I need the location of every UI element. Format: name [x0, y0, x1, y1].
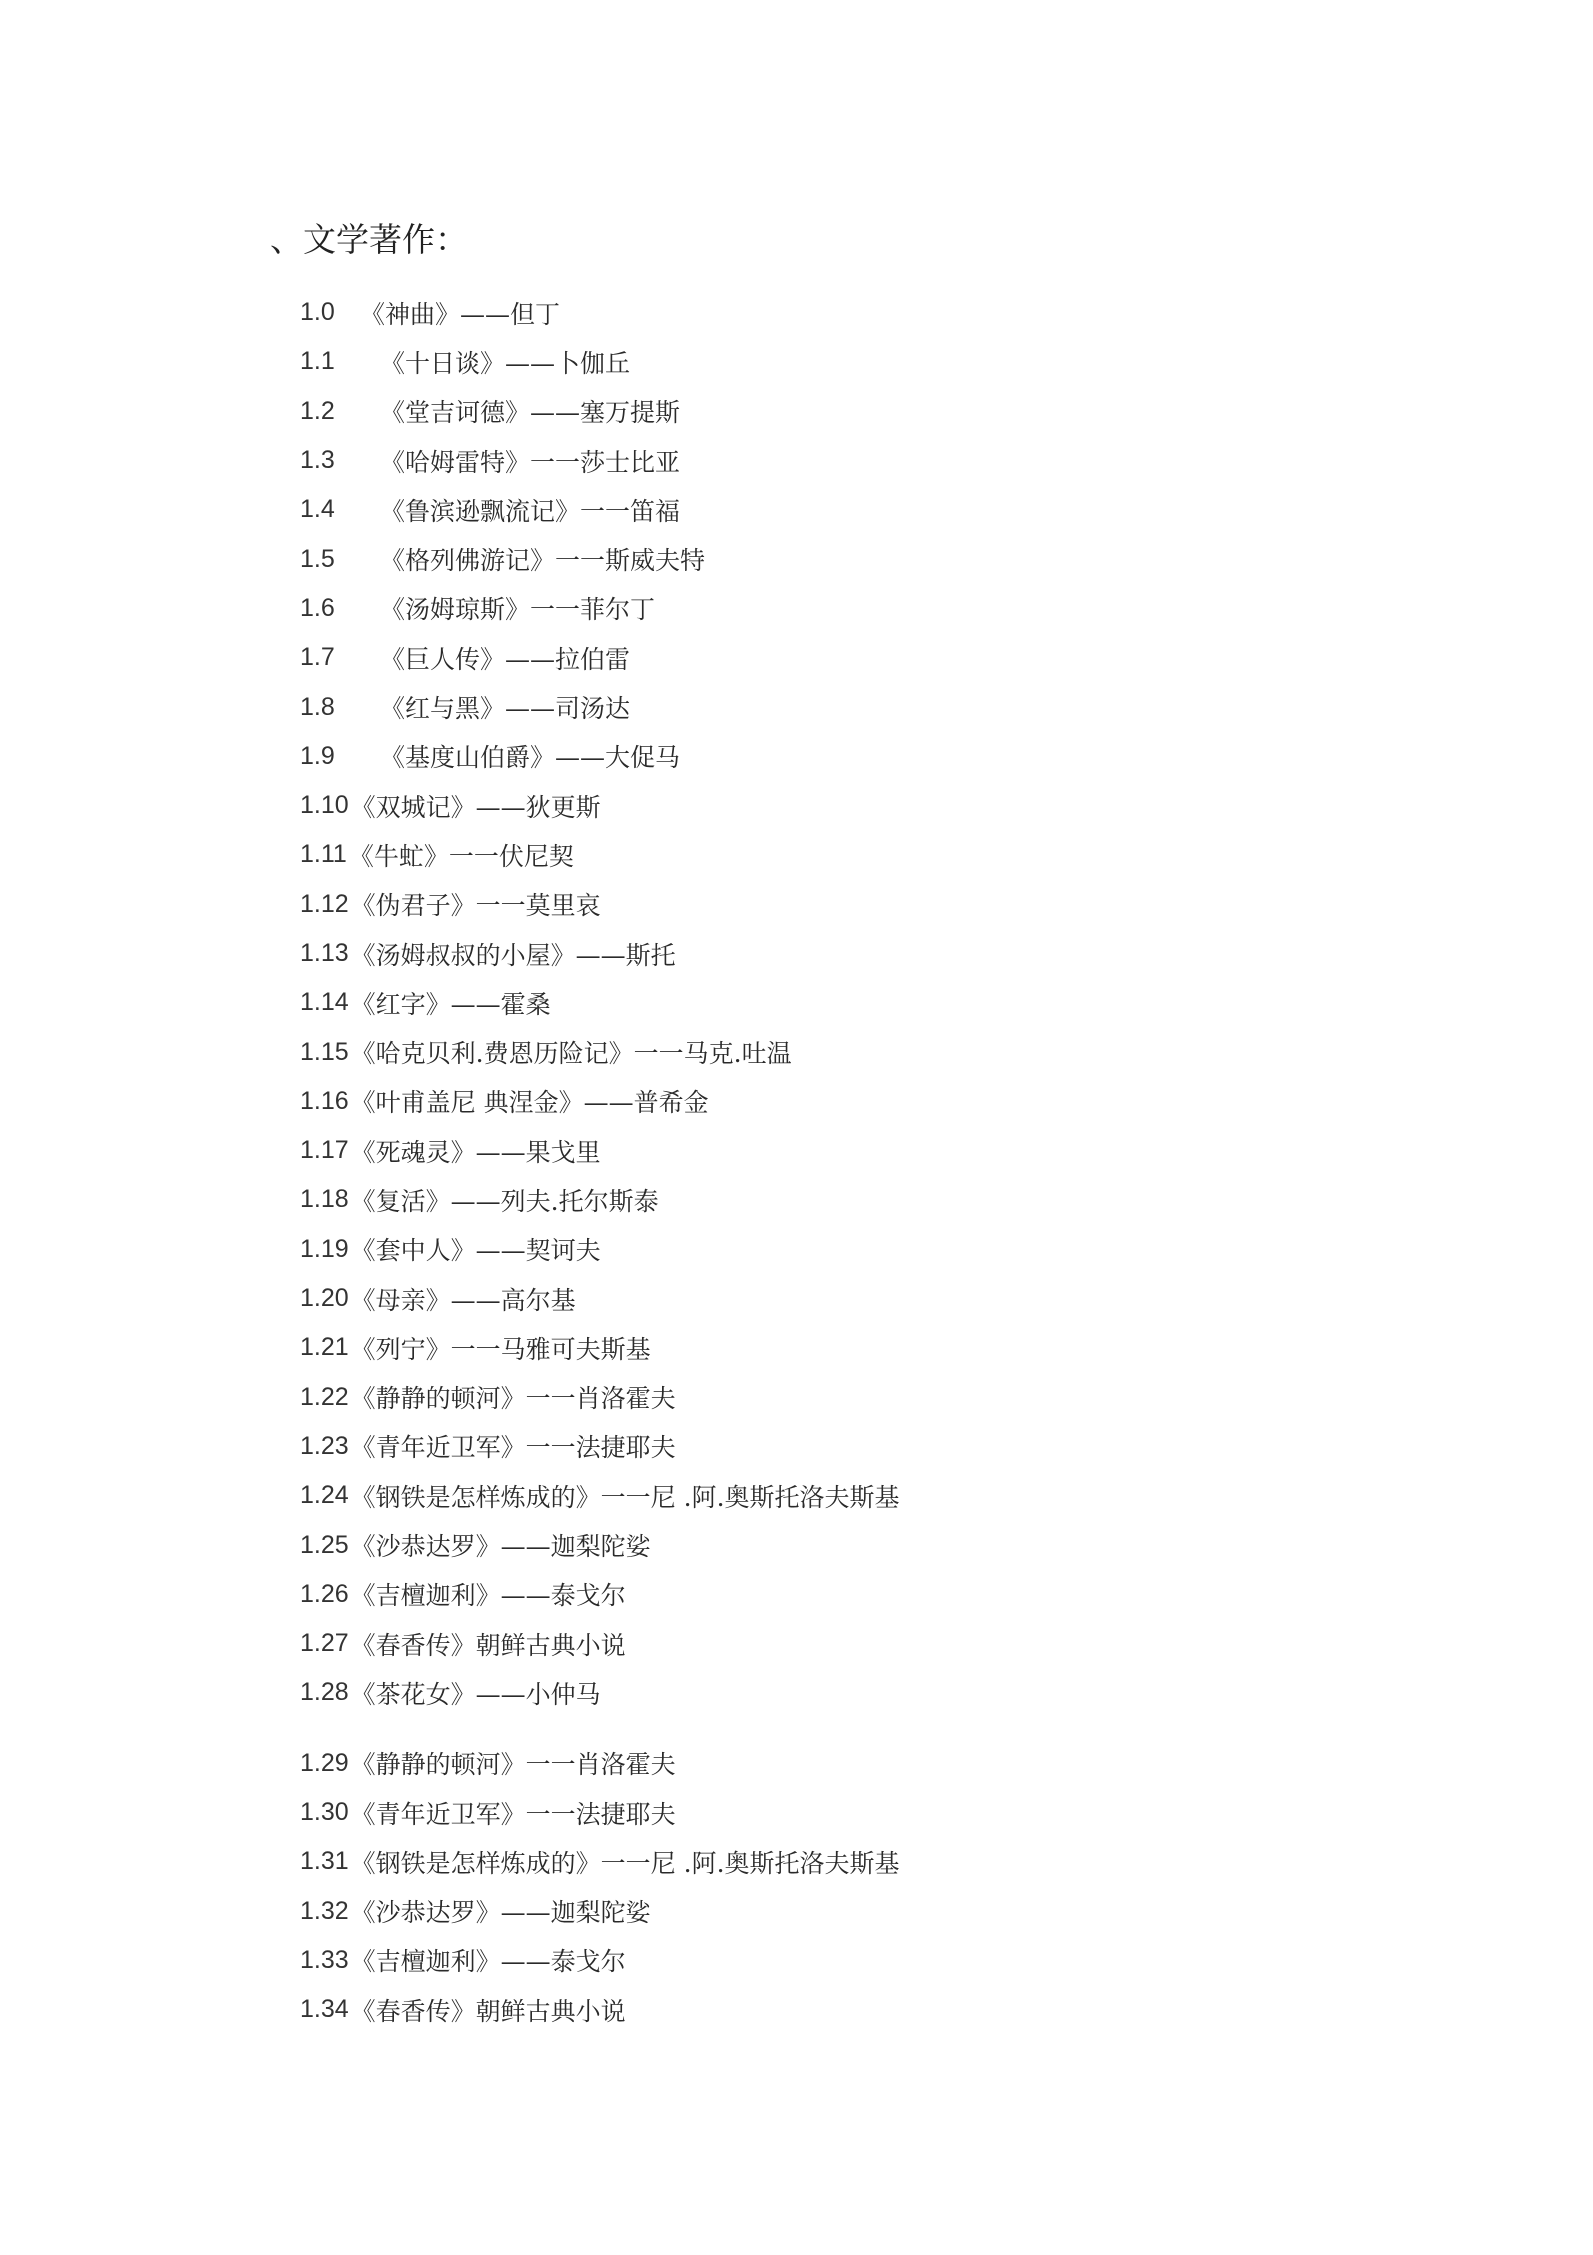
item-number: 1.14 — [300, 988, 349, 1017]
list-item — [300, 1126, 900, 1175]
item-number: 1.34 — [300, 1995, 349, 2024]
list-item — [300, 880, 900, 929]
list-item — [300, 1887, 900, 1936]
list-item — [300, 781, 900, 830]
list-item — [300, 732, 900, 781]
item-number: 1.0 — [300, 298, 335, 327]
list-item — [300, 633, 900, 682]
list-item — [300, 1274, 900, 1323]
list-item — [300, 1668, 900, 1717]
list-item — [300, 485, 900, 534]
item-number: 1.7 — [300, 643, 335, 672]
item-number: 1.1 — [300, 347, 335, 376]
list-item — [300, 1027, 900, 1076]
item-title: 《钢铁是怎样炼成的》一一尼 .阿.奥斯托洛夫斯基 — [350, 1482, 900, 1512]
item-number: 1.18 — [300, 1185, 349, 1214]
item-number: 1.29 — [300, 1748, 349, 1777]
item-title: 《格列佛游记》一一斯威夫特 — [380, 546, 706, 576]
list-item — [300, 1471, 900, 1520]
item-number: 1.32 — [300, 1896, 349, 1925]
item-title: 《神曲》——但丁 — [360, 299, 561, 329]
literary-works-list — [300, 288, 900, 2034]
item-number: 1.31 — [300, 1847, 349, 1876]
list-item — [300, 1077, 900, 1126]
item-title: 《茶花女》——小仲马 — [350, 1679, 601, 1709]
list-item — [300, 436, 900, 485]
item-number: 1.33 — [300, 1945, 349, 1974]
list-item — [300, 1373, 900, 1422]
list-item — [300, 584, 900, 633]
list-item — [300, 1619, 900, 1668]
item-title: 《春香传》朝鲜古典小说 — [350, 1996, 626, 2026]
item-title: 《列宁》一一马雅可夫斯基 — [350, 1334, 651, 1364]
item-title: 《汤姆琼斯》一一菲尔丁 — [380, 595, 656, 625]
item-title: 《巨人传》——拉伯雷 — [380, 644, 631, 674]
item-title: 《吉檀迦利》——泰戈尔 — [350, 1581, 626, 1611]
item-number: 1.2 — [300, 396, 335, 425]
list-item — [300, 534, 900, 583]
item-number: 1.27 — [300, 1629, 349, 1658]
item-title: 《静静的顿河》一一肖洛霍夫 — [350, 1750, 676, 1780]
list-item — [300, 978, 900, 1027]
item-number: 1.28 — [300, 1678, 349, 1707]
item-title: 《复活》——列夫.托尔斯泰 — [350, 1186, 659, 1216]
item-title: 《红字》——霍桑 — [350, 989, 551, 1019]
item-number: 1.16 — [300, 1086, 349, 1115]
list-item — [300, 1570, 900, 1619]
item-title: 《叶甫盖尼 典涅金》——普希金 — [350, 1088, 709, 1118]
item-number: 1.23 — [300, 1431, 349, 1460]
item-title: 《静静的顿河》一一肖洛霍夫 — [350, 1384, 676, 1414]
list-item — [300, 1788, 900, 1837]
item-title: 《伪君子》一一莫里哀 — [350, 891, 601, 921]
list-item — [300, 387, 900, 436]
item-number: 1.15 — [300, 1037, 349, 1066]
item-title: 《哈克贝利.费恩历险记》一一马克.吐温 — [350, 1039, 792, 1069]
item-number: 1.10 — [300, 791, 349, 820]
item-title: 《红与黑》——司汤达 — [380, 694, 631, 724]
item-title: 《沙恭达罗》——迦梨陀娑 — [350, 1532, 651, 1562]
item-number: 1.30 — [300, 1798, 349, 1827]
list-item — [300, 1422, 900, 1471]
item-title: 《汤姆叔叔的小屋》——斯托 — [350, 940, 676, 970]
list-item — [300, 288, 900, 337]
item-number: 1.21 — [300, 1333, 349, 1362]
item-title: 《青年近卫军》一一法捷耶夫 — [350, 1433, 676, 1463]
section-heading: 、文学著作： — [270, 220, 468, 259]
list-item — [300, 1175, 900, 1224]
item-title: 《哈姆雷特》一一莎士比亚 — [380, 447, 681, 477]
item-title: 《牛虻》一一伏尼契 — [348, 841, 574, 871]
item-number: 1.8 — [300, 692, 335, 721]
list-item — [300, 1837, 900, 1886]
item-number: 1.22 — [300, 1382, 349, 1411]
item-number: 1.4 — [300, 495, 335, 524]
item-number: 1.11 — [300, 840, 347, 869]
list-item — [300, 1739, 900, 1788]
list-item — [300, 337, 900, 386]
item-number: 1.12 — [300, 889, 349, 918]
item-number: 1.9 — [300, 741, 335, 770]
item-title: 《堂吉诃德》——塞万提斯 — [380, 398, 681, 428]
item-number: 1.3 — [300, 446, 335, 475]
item-title: 《母亲》——高尔基 — [350, 1285, 576, 1315]
item-number: 1.25 — [300, 1530, 349, 1559]
item-title: 《青年近卫军》一一法捷耶夫 — [350, 1799, 676, 1829]
item-number: 1.6 — [300, 593, 335, 622]
list-item — [300, 1985, 900, 2034]
list-item — [300, 682, 900, 731]
item-title: 《双城记》——狄更斯 — [350, 792, 601, 822]
list-item — [300, 1936, 900, 1985]
item-number: 1.19 — [300, 1234, 349, 1263]
item-number: 1.20 — [300, 1284, 349, 1313]
item-title: 《死魂灵》——果戈里 — [350, 1137, 601, 1167]
item-title: 《基度山伯爵》——大促马 — [380, 743, 681, 773]
item-number: 1.26 — [300, 1579, 349, 1608]
item-number: 1.17 — [300, 1136, 349, 1165]
list-item — [300, 929, 900, 978]
item-title: 《春香传》朝鲜古典小说 — [350, 1630, 626, 1660]
list-item — [300, 1225, 900, 1274]
item-title: 《鲁滨逊飘流记》一一笛福 — [380, 496, 681, 526]
item-number: 1.24 — [300, 1481, 349, 1510]
list-item — [300, 830, 900, 879]
item-title: 《钢铁是怎样炼成的》一一尼 .阿.奥斯托洛夫斯基 — [350, 1848, 900, 1878]
list-item — [300, 1520, 900, 1569]
item-number: 1.5 — [300, 544, 335, 573]
item-number: 1.13 — [300, 939, 349, 967]
item-title: 《沙恭达罗》——迦梨陀娑 — [350, 1898, 651, 1928]
item-title: 《套中人》——契诃夫 — [350, 1236, 601, 1266]
item-title: 《十日谈》——卜伽丘 — [380, 348, 631, 378]
list-item — [300, 1323, 900, 1372]
item-title: 《吉檀迦利》——泰戈尔 — [350, 1947, 626, 1977]
